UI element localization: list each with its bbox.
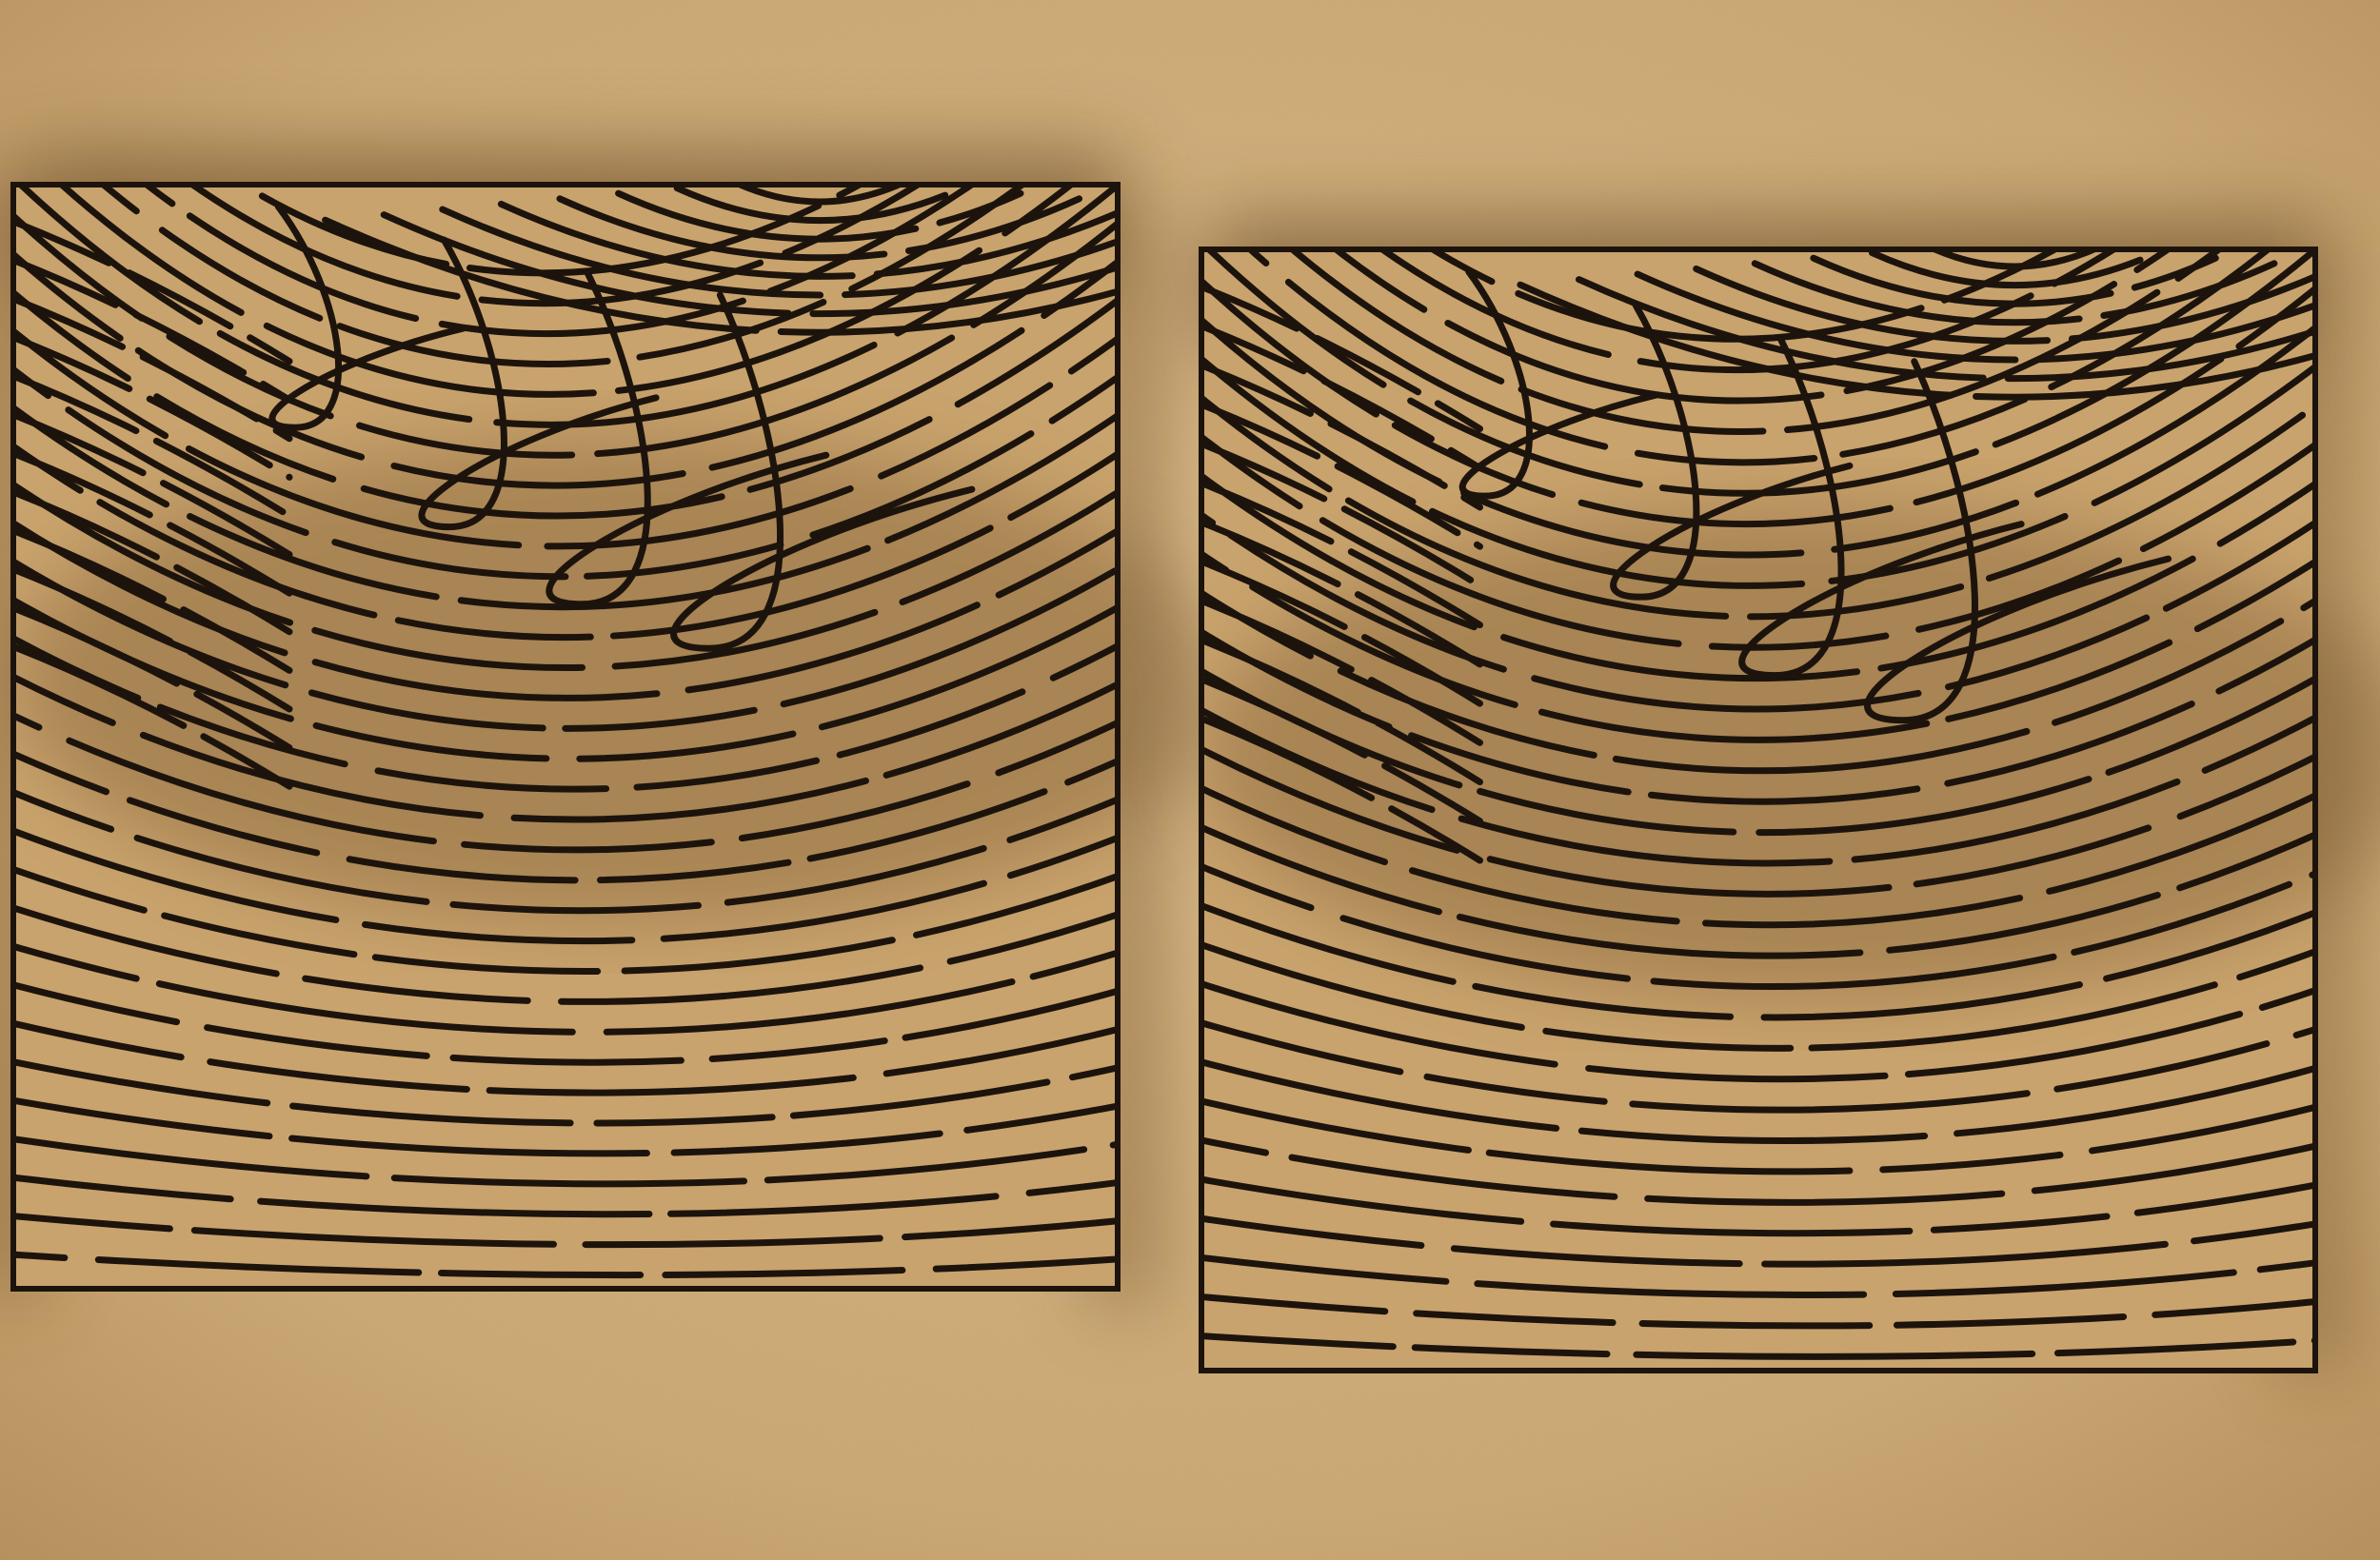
panel-left	[0, 0, 1314, 1289]
